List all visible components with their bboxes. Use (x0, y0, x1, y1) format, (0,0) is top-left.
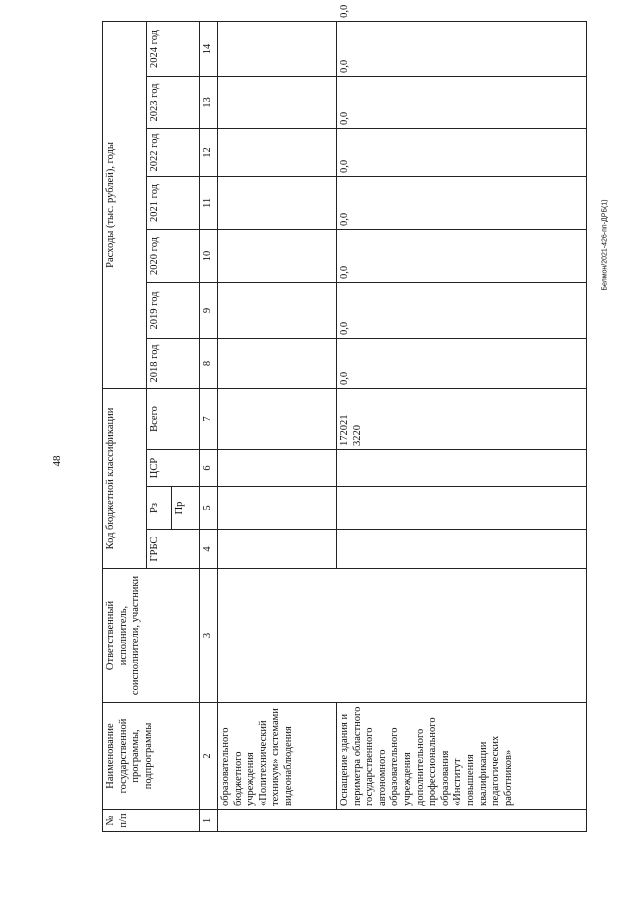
column-number: 13 (200, 76, 218, 128)
pr-cell (218, 450, 337, 487)
table-row: Оснащение здания и периметра областного государственного автономного образовательного учреждения дополнительного профессионального образования «Институт повышения квалификации педагогических работников» 172021 3220 0,0 0,0 0,0 0,0 0,0 0,0 0,0 0,0 (337, 21, 587, 831)
column-number: 1 (200, 810, 218, 832)
year-2019-cell (218, 229, 337, 282)
year-2019-cell: 0,0 (337, 229, 587, 282)
column-number: 3 (200, 569, 218, 703)
header-number: № п/п (103, 810, 200, 832)
header-responsible: Ответственный исполнитель, соисполнители, участники (103, 569, 200, 703)
program-name-cell: образовательного бюджетного учреждения «Политехнический техникум» системами видеонаблюдения (218, 703, 337, 810)
pr-cell (337, 450, 587, 487)
column-numbers-row (200, 21, 218, 831)
header-pr: Пр (172, 487, 200, 530)
year-2023-cell: 0,0 (337, 21, 587, 76)
year-2018-cell (218, 282, 337, 338)
year-2020-cell (218, 176, 337, 229)
header-year-2020: 2020 год (147, 229, 200, 282)
budget-table (102, 4, 587, 832)
header-program-name: Наименование государственной программы, подпрограммы (103, 703, 200, 810)
column-number: 12 (200, 128, 218, 176)
header-row-top (103, 21, 147, 831)
rz-cell (337, 487, 587, 530)
header-year-2022: 2022 год (147, 128, 200, 176)
column-number: 11 (200, 176, 218, 229)
csr-cell: 172021 3220 (337, 388, 587, 449)
grbs-cell (337, 530, 587, 569)
header-total: Всего (147, 388, 200, 449)
header-csr: ЦСР (147, 450, 200, 487)
column-number: 2 (200, 703, 218, 810)
header-grbs: ГРБС (147, 530, 200, 569)
budget-table-container (102, 4, 586, 832)
program-name-cell: Оснащение здания и периметра областного государственного автономного образовательного учреждения дополнительного профессионального образования «Институт повышения квалификации педагогических работников» (337, 703, 587, 810)
column-number: 5 (200, 487, 218, 530)
year-2022-cell: 0,0 (337, 76, 587, 128)
table-row (218, 21, 337, 831)
year-2022-cell (218, 76, 337, 128)
header-year-2023: 2023 год (147, 76, 200, 128)
column-number: 14 (200, 21, 218, 76)
grbs-cell (218, 530, 337, 569)
rz-cell (218, 487, 337, 530)
year-2021-cell: 0,0 (337, 128, 587, 176)
column-number: 7 (200, 388, 218, 449)
header-year-2018: 2018 год (147, 338, 200, 388)
column-number: 10 (200, 229, 218, 282)
header-year-2019: 2019 год (147, 282, 200, 338)
year-2021-cell (218, 128, 337, 176)
column-number: 8 (200, 338, 218, 388)
page-number: 48 (51, 455, 63, 467)
year-2020-cell: 0,0 (337, 176, 587, 229)
total-cell (218, 338, 337, 388)
year-2023-cell (218, 21, 337, 76)
total-cell: 0,0 (337, 338, 587, 388)
header-rz: Рз (147, 487, 172, 530)
header-budget-code: Код бюджетной классификации (103, 388, 147, 568)
header-year-2021: 2021 год (147, 176, 200, 229)
column-number: 4 (200, 530, 218, 569)
document-id: Белмон/2021-426-пп-ДРБ(1) (601, 199, 609, 291)
csr-cell (218, 388, 337, 449)
year-2018-cell: 0,0 (337, 282, 587, 338)
responsible-cell (218, 569, 587, 703)
column-number: 6 (200, 450, 218, 487)
row-number-cell (218, 810, 587, 832)
column-number: 9 (200, 282, 218, 338)
header-year-2024: 2024 год (147, 21, 200, 76)
header-expenses: Расходы (тыс. рублей), годы (103, 21, 147, 388)
